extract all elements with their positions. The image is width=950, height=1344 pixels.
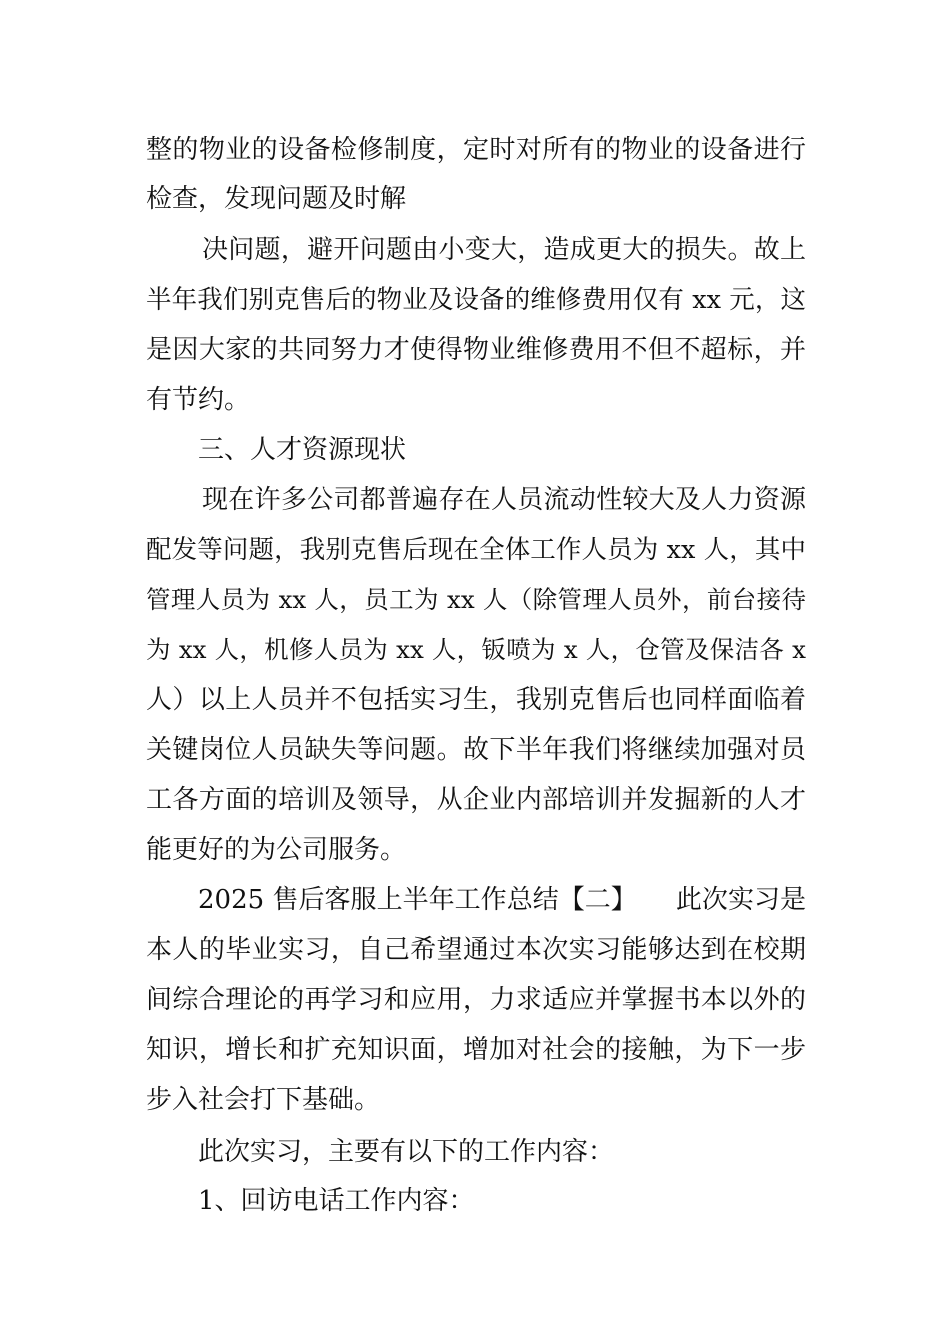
text-line: 决问题，避开问题由小变大，造成更大的损失。故上 bbox=[202, 235, 806, 265]
text-line: 半年我们别克售后的物业及设备的维修费用仅有 xx 元，这 bbox=[146, 285, 806, 315]
text-line: 整的物业的设备检修制度，定时对所有的物业的设备进行 bbox=[146, 135, 806, 165]
text-line: 此次实习，主要有以下的工作内容： bbox=[198, 1137, 615, 1167]
text-line: 管理人员为 xx 人，员工为 xx 人（除管理人员外，前台接待 bbox=[146, 585, 806, 614]
text-line: 本人的毕业实习，自己希望通过本次实习能够达到在校期 bbox=[146, 935, 806, 965]
text-line: 1、回访电话工作内容： bbox=[198, 1186, 475, 1216]
text-line: 间综合理论的再学习和应用，力求适应并掌握书本以外的 bbox=[146, 985, 806, 1015]
text-line: 工各方面的培训及领导，从企业内部培训并发掘新的人才 bbox=[146, 785, 806, 815]
text-line: 有节约。 bbox=[146, 385, 251, 415]
section-heading: 三、人才资源现状 bbox=[198, 435, 407, 465]
text-line: 检查，发现问题及时解 bbox=[146, 184, 407, 214]
text-line: 为 xx 人，机修人员为 xx 人，钣喷为 x 人，仓管及保洁各 x bbox=[146, 635, 806, 664]
text-line: 关键岗位人员缺失等问题。故下半年我们将继续加强对员 bbox=[146, 735, 806, 765]
text-line: 人）以上人员并不包括实习生，我别克售后也同样面临着 bbox=[146, 685, 806, 715]
text-line: 2025 售后客服上半年工作总结【二】 此次实习是 bbox=[198, 885, 806, 915]
text-line: 配发等问题，我别克售后现在全体工作人员为 xx 人，其中 bbox=[146, 535, 806, 565]
text-line: 是因大家的共同努力才使得物业维修费用不但不超标，并 bbox=[146, 335, 806, 365]
text-line: 知识，增长和扩充知识面，增加对社会的接触，为下一步 bbox=[146, 1035, 806, 1065]
text-line: 能更好的为公司服务。 bbox=[146, 835, 407, 865]
text-line: 现在许多公司都普遍存在人员流动性较大及人力资源 bbox=[202, 485, 806, 515]
text-line: 步入社会打下基础。 bbox=[146, 1085, 381, 1115]
